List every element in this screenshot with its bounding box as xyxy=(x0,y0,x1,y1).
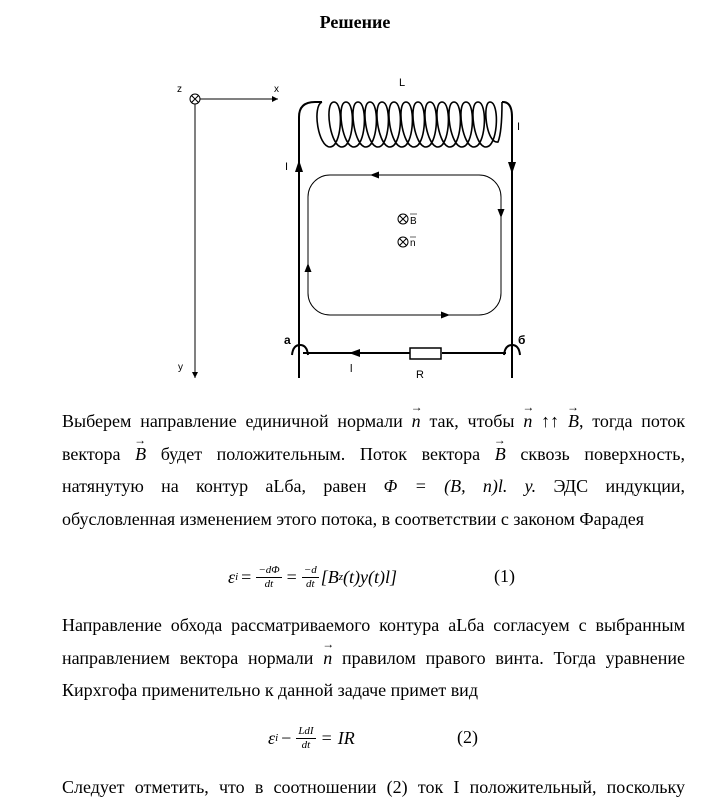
paragraph-2 xyxy=(62,609,685,707)
current-arrow-left xyxy=(295,160,303,172)
normal-n-label: n xyxy=(410,238,416,249)
vector-b: → B xyxy=(135,438,146,471)
field-b-label: B xyxy=(410,216,417,227)
coordinate-axes xyxy=(177,84,279,378)
current-label-right: I xyxy=(517,121,521,133)
circulation-loop xyxy=(305,172,505,319)
paragraph-1-line-4: обусловленная изменением этого потока, в соответствии с законом Фарадея xyxy=(62,508,645,529)
y-axis-label: y xyxy=(178,362,183,373)
paragraph-1-line-3: натянутую на контур aLба, равен Φ = (B, n)l. y. ЭДС индукции, xyxy=(62,476,686,496)
paragraph-1-line-1: Выберем направление единичной нормали → n так, чтобы → n ↑↑ → B, тогда поток xyxy=(62,405,685,438)
x-axis-label: x xyxy=(274,84,279,95)
point-a-label: a xyxy=(284,333,291,347)
field-b-symbol xyxy=(398,214,417,227)
paragraph-3 xyxy=(62,771,685,804)
fraction-dphi-dt: $\frac{-d\Phi}{dt}$ xyxy=(258,563,280,590)
equation-1-number: (1) xyxy=(494,566,515,586)
circuit-diagram xyxy=(160,72,560,390)
inductor-coil xyxy=(317,102,502,147)
bottom-current-arrow xyxy=(349,349,360,357)
paragraph-2-line-3: Кирхгофа применительно к данной задаче примет вид xyxy=(62,680,478,700)
paragraph-1-line-2: вектора → B будет положительным. Поток вектора → B сквозь поверхность, xyxy=(62,438,685,471)
vector-b: → B xyxy=(495,438,506,471)
vector-n: → n xyxy=(412,405,421,438)
equation-1: ε i = $\frac{-d\Phi}{dt}$ = $\frac{-d}{dt}$ [B z (t)y(t)l] xyxy=(228,563,397,590)
paragraph-2-line-1: Направление обхода рассматриваемого контура aLба согласуем с выбранным xyxy=(62,615,685,635)
current-arrow-right xyxy=(508,162,516,174)
normal-n-symbol xyxy=(398,237,416,249)
fraction-ldi-dt: $\frac{\text{LdI}}{dt}$ xyxy=(298,724,314,751)
coil-label: L xyxy=(399,77,406,89)
length-label: l xyxy=(350,363,353,375)
equation-2: ε i − $\frac{\text{LdI}}{dt}$ = IR xyxy=(268,724,355,751)
vector-b: → B xyxy=(568,405,579,438)
vector-n: → n xyxy=(323,642,332,675)
resistor xyxy=(410,348,441,359)
equation-2-number: (2) xyxy=(457,727,478,747)
point-b-label: б xyxy=(518,333,526,347)
current-label-left: I xyxy=(285,161,289,173)
flux-formula: Φ = (B, n)l. y. xyxy=(383,476,537,496)
page-title: Решение xyxy=(319,12,391,32)
vector-n: → n xyxy=(523,405,532,438)
fraction-d-dt: $\frac{-d}{dt}$ xyxy=(303,563,317,590)
paragraph-3-line-1: Следует отметить, что в соотношении (2) ток I положительный, поскольку xyxy=(62,777,685,797)
paragraph-2-line-2: направлением вектора нормали → n правилом правого винта. Тогда уравнение xyxy=(62,642,685,675)
resistor-label: R xyxy=(416,369,424,381)
paragraph-1 xyxy=(62,405,685,535)
z-axis-label: z xyxy=(177,84,182,95)
